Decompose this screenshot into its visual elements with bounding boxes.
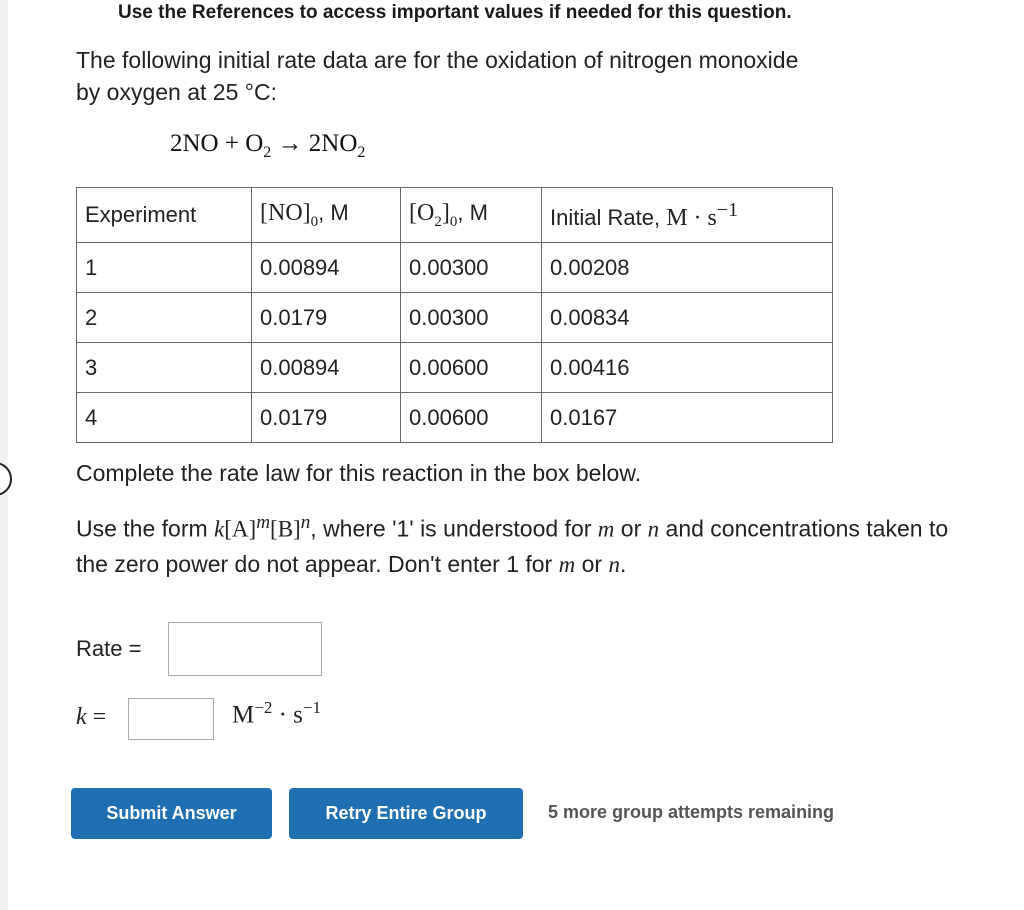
cell-rate: 0.0167 bbox=[542, 393, 833, 443]
k-value-input[interactable] bbox=[128, 698, 214, 740]
cell-o2: 0.00300 bbox=[401, 243, 542, 293]
equation-o2-sub: 2 bbox=[263, 144, 272, 161]
cell-no: 0.0179 bbox=[252, 393, 401, 443]
table-row bbox=[77, 393, 833, 443]
cell-experiment: 2 bbox=[77, 293, 252, 343]
header-experiment: Experiment bbox=[77, 188, 252, 243]
k-label: k = bbox=[76, 704, 107, 730]
references-note: Use the References to access important values if needed for this question. bbox=[118, 2, 792, 23]
equation-no: 2NO bbox=[170, 130, 219, 157]
cell-experiment: 1 bbox=[77, 243, 252, 293]
cell-rate: 0.00834 bbox=[542, 293, 833, 343]
header-o2-concentration: $[O_2]_0$, M bbox=[401, 188, 542, 243]
instruction-complete-rate-law: Complete the rate law for this reaction in the box below. bbox=[76, 460, 642, 486]
table-header-row bbox=[77, 188, 833, 243]
equation-plus: + bbox=[224, 130, 239, 157]
reaction-equation bbox=[170, 130, 365, 162]
retry-entire-group-button[interactable]: Retry Entire Group bbox=[289, 788, 523, 839]
cell-no: 0.00894 bbox=[252, 243, 401, 293]
cell-o2: 0.00600 bbox=[401, 343, 542, 393]
intro-line-1: The following initial rate data are for the oxidation of nitrogen monoxide bbox=[76, 47, 799, 73]
cell-rate: 0.00208 bbox=[542, 243, 833, 293]
cell-experiment: 3 bbox=[77, 343, 252, 393]
equation-no2: 2NO bbox=[308, 130, 358, 157]
header-no-concentration: $[NO]_0$, M bbox=[252, 188, 401, 243]
equation-o2: O bbox=[245, 130, 264, 157]
cell-o2: 0.00300 bbox=[401, 293, 542, 343]
equation-arrow: → bbox=[277, 130, 303, 157]
submit-answer-button[interactable]: Submit Answer bbox=[71, 788, 272, 839]
intro-line-2: by oxygen at 25 °C: bbox=[76, 79, 277, 105]
cell-no: 0.00894 bbox=[252, 343, 401, 393]
rate-data-table bbox=[76, 187, 833, 443]
question-intro bbox=[76, 44, 976, 108]
equation-no2-sub: 2 bbox=[357, 144, 366, 161]
left-gutter bbox=[0, 0, 8, 910]
attempts-remaining: 5 more group attempts remaining bbox=[548, 802, 835, 822]
side-handle[interactable] bbox=[0, 462, 12, 496]
k-units: $M^{-2} \cdot s^{-1}$ bbox=[232, 698, 321, 729]
cell-o2: 0.00600 bbox=[401, 393, 542, 443]
table-row bbox=[77, 243, 833, 293]
rate-law-input[interactable] bbox=[168, 622, 322, 676]
table-row bbox=[77, 293, 833, 343]
header-initial-rate: Initial Rate, $M \cdot s^{-1}$ bbox=[542, 188, 833, 243]
cell-no: 0.0179 bbox=[252, 293, 401, 343]
instruction-rate-law-form: Use the form $k[A]^m[B]^n$, where '1' is understood for m or n and concentrations taken to the zero power do not appear. Don't enter 1 for m or n. bbox=[76, 512, 949, 577]
rate-label: Rate = bbox=[76, 636, 142, 661]
cell-rate: 0.00416 bbox=[542, 343, 833, 393]
table-row bbox=[77, 343, 833, 393]
cell-experiment: 4 bbox=[77, 393, 252, 443]
